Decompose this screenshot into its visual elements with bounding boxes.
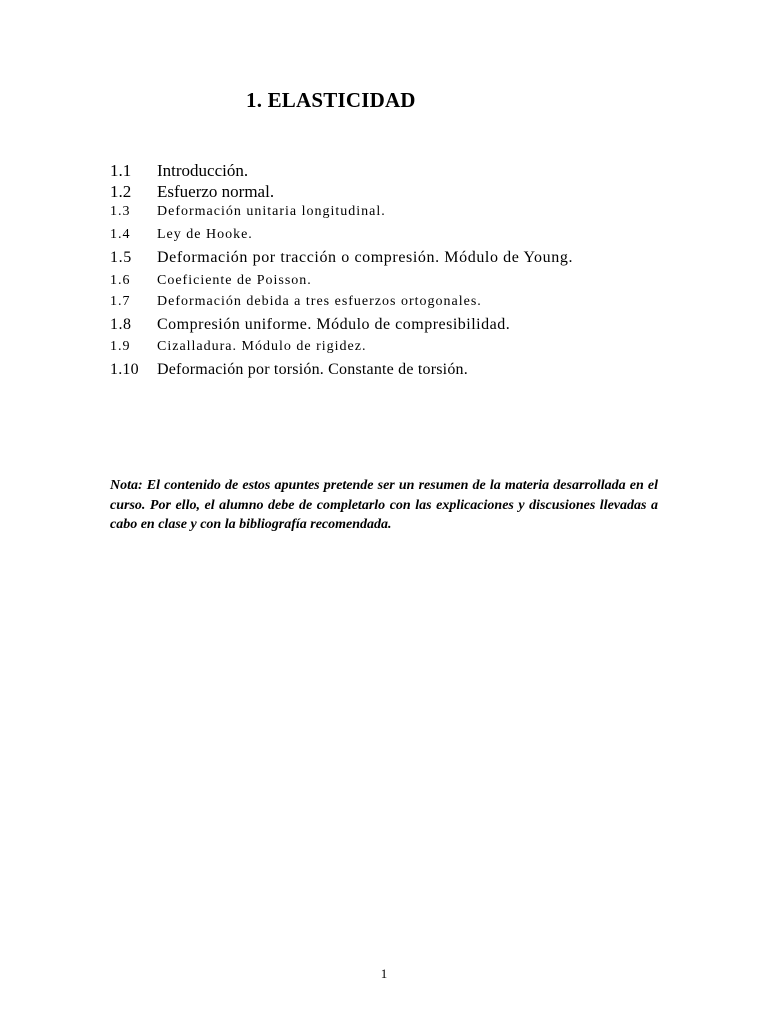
toc-item-number: 1.1 <box>110 161 132 180</box>
toc-item-number: 1.6 <box>110 273 131 288</box>
toc-item-label: Deformación por torsión. Constante de torsión. <box>157 361 468 378</box>
toc-item-label: Deformación por tracción o compresión. Módulo de Young. <box>157 249 574 266</box>
toc-item-label: Coeficiente de Poisson. <box>157 273 312 288</box>
page-title: 1. ELASTICIDAD <box>246 88 416 112</box>
toc-item-label: Cizalladura. Módulo de rigidez. <box>157 339 367 354</box>
toc-item-number: 1.2 <box>110 182 132 201</box>
toc-item-label: Introducción. <box>157 161 249 180</box>
note-paragraph: Nota: El contenido de estos apuntes pretende ser un resumen de la materia desarrollada en el curso. Por ello, el alumno debe de completarlo con las explicaciones y discusiones llevadas a cabo en clase y con la bibliografía recomendada. <box>110 478 658 532</box>
toc-item-number: 1.3 <box>110 204 131 219</box>
toc-item-label: Deformación debida a tres esfuerzos ortogonales. <box>157 294 482 309</box>
page-number: 1 <box>380 966 388 981</box>
toc-item-number: 1.4 <box>110 227 131 242</box>
toc-item-number: 1.8 <box>110 316 132 333</box>
toc-item-number: 1.10 <box>110 361 139 378</box>
toc-item-label: Esfuerzo normal. <box>157 182 275 201</box>
toc-item-label: Ley de Hooke. <box>157 227 253 242</box>
toc-item-number: 1.9 <box>110 339 131 354</box>
toc-item-number: 1.7 <box>110 294 131 309</box>
toc-item-label: Deformación unitaria longitudinal. <box>157 204 386 219</box>
toc-item-number: 1.5 <box>110 249 132 266</box>
toc-item-label: Compresión uniforme. Módulo de compresibilidad. <box>157 316 511 333</box>
